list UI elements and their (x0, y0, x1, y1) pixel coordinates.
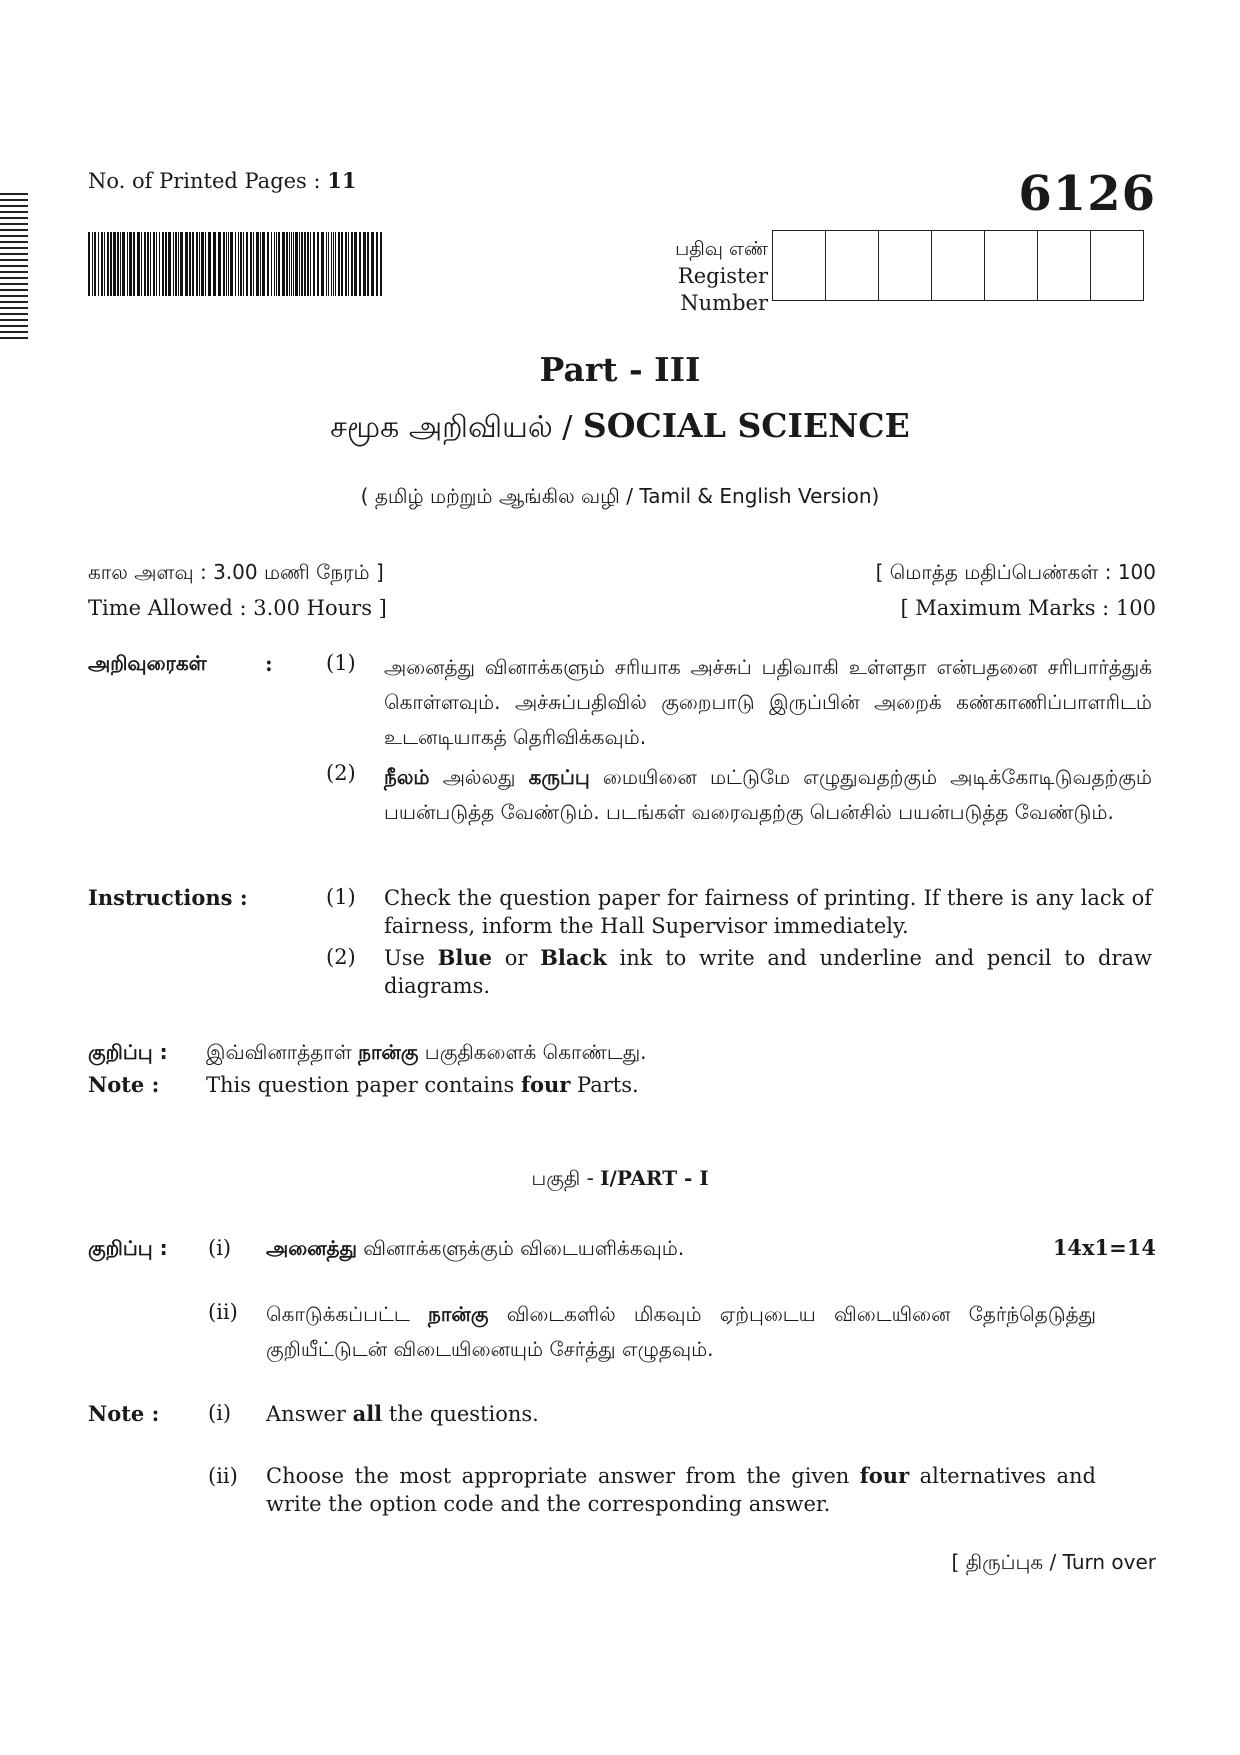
barcode-bar (156, 232, 157, 296)
instructions-tamil-colon: : (265, 651, 273, 676)
section-note-tamil-2 (266, 1297, 1096, 1367)
note-emphasis: நான்கு (358, 1040, 419, 1064)
section-note-number: (i) (208, 1236, 232, 1260)
instruction-text: மையினை மட்டுமே எழுதுவதற்கும் அடிக்கோடிடுவதற்கும் பயன்படுத்த வேண்டும். படங்கள் வரைவதற்கு பென்சில் பயன்படுத்த வேண்டும். (384, 765, 1152, 824)
subject-title-tamil: சமூக அறிவியல் / (330, 410, 573, 445)
barcode-bar (246, 232, 248, 296)
barcode-bar (228, 232, 229, 296)
instruction-tamil-number: (1) (326, 651, 356, 675)
note-emphasis: அனைத்து (266, 1236, 357, 1260)
barcode-bar (317, 232, 319, 296)
section-note-number: (i) (208, 1401, 232, 1425)
barcode-bar (129, 232, 132, 296)
section-note-number: (ii) (208, 1464, 238, 1488)
barcode-bar (201, 232, 204, 296)
barcode-bar (205, 232, 206, 296)
barcode-bar (189, 232, 191, 296)
barcode-bar (218, 232, 221, 296)
barcode-bar (180, 232, 183, 296)
barcode-bar (98, 232, 99, 296)
time-allowed-english: Time Allowed : 3.00 Hours ] (88, 596, 387, 620)
register-digit-box[interactable] (932, 231, 985, 301)
barcode-bar (271, 232, 272, 296)
barcode-bar (348, 232, 349, 296)
barcode-bar (141, 232, 142, 296)
barcode-bar (295, 232, 298, 296)
register-label-number: Number (680, 291, 768, 315)
printed-pages-label: No. of Printed Pages : (88, 169, 321, 193)
barcode-bar (278, 232, 280, 296)
maximum-marks-tamil: [ மொத்த மதிப்பெண்கள் : 100 (875, 560, 1156, 584)
barcode-bar (104, 232, 105, 296)
note-english (206, 1072, 639, 1097)
barcode-bar (226, 232, 227, 296)
note-tamil (206, 1040, 647, 1067)
barcode-bar (162, 232, 164, 296)
instruction-tamil-number: (2) (326, 761, 356, 785)
barcode-bar (192, 232, 194, 296)
register-digit-box[interactable] (773, 231, 826, 301)
section-note-english-2 (266, 1462, 1096, 1518)
section-note-tamil-label: குறிப்பு : (88, 1236, 168, 1260)
printed-pages (88, 168, 357, 193)
register-label-en: Register (677, 264, 768, 288)
register-number-label (600, 236, 768, 317)
barcode-bar (159, 232, 160, 296)
barcode-bar (354, 232, 357, 296)
barcode-bar (260, 232, 261, 296)
barcode-bar (367, 232, 369, 296)
subject-title (0, 406, 1240, 449)
barcode-bar (153, 232, 155, 296)
barcode-bar (335, 232, 336, 296)
barcode-bar (341, 232, 343, 296)
barcode-bar (250, 232, 252, 296)
note-text: வினாக்களுக்கும் விடையளிக்கவும். (356, 1236, 685, 1260)
barcode-bar (178, 232, 179, 296)
instruction-english-2 (384, 944, 1152, 1000)
barcode-bar (380, 232, 382, 296)
subject-title-english: SOCIAL SCIENCE (582, 406, 910, 445)
barcode-bar (110, 232, 112, 296)
barcode-bar (144, 232, 146, 296)
barcode-bar (333, 232, 334, 296)
instruction-emphasis: நீலம் (384, 765, 430, 789)
note-emphasis: all (352, 1401, 383, 1426)
barcode-bar (328, 232, 329, 296)
register-label-tamil: பதிவு எண் (675, 238, 768, 260)
section-note-english-label: Note : (88, 1401, 160, 1426)
barcode-bar (299, 232, 300, 296)
instruction-text: ink to write and underline and pencil to draw diagrams. (384, 946, 1152, 998)
paper-code: 6126 (1018, 166, 1156, 222)
barcode-bar (307, 232, 309, 296)
barcode-bar (101, 232, 103, 296)
barcode-bar (301, 232, 303, 296)
register-digit-box[interactable] (1091, 231, 1144, 301)
register-digit-box[interactable] (879, 231, 932, 301)
barcode-bar (117, 232, 119, 296)
note-text: This question paper contains (206, 1073, 521, 1097)
barcode-bar (253, 232, 254, 296)
instruction-english-1: Check the question paper for fairness of printing. If there is any lack of fairness, inform the Hall Supervisor immediately. (384, 886, 1152, 938)
barcode-bar (230, 232, 233, 296)
note-text: விடைகளில் மிகவும் ஏற்புடைய விடையினை தேர்ந்தெடுத்து குறியீட்டுடன் விடையினையும் சேர்த்து எழுதவும். (266, 1302, 1096, 1361)
section-note-english-1 (266, 1401, 539, 1426)
barcode-bar (240, 232, 242, 296)
instructions-english-label: Instructions : (88, 885, 248, 910)
barcode-bar (359, 232, 361, 296)
barcode-bar (150, 232, 151, 296)
barcode-bar (185, 232, 188, 296)
barcode-bar (235, 232, 236, 296)
barcode-bar (175, 232, 177, 296)
barcode-bar (326, 232, 327, 296)
barcode-bar (243, 232, 244, 296)
note-text: Choose the most appropriate answer from the given (266, 1464, 860, 1488)
barcode-bar (293, 232, 294, 296)
note-text: இவ்வினாத்தாள் (206, 1040, 359, 1064)
barcode-bar (267, 232, 269, 296)
note-text: alternatives and write the option code and the corresponding answer. (266, 1464, 1096, 1516)
barcode-bar (321, 232, 324, 296)
barcode-bar (88, 232, 90, 296)
barcode-bar (113, 232, 116, 296)
printed-pages-value: 11 (327, 168, 357, 193)
barcode-bar (331, 232, 332, 296)
note-emphasis: four (859, 1463, 910, 1488)
medium-version: ( தமிழ் மற்றும் ஆங்கில வழி / Tamil & English Version) (360, 484, 880, 508)
barcode-bar (345, 232, 347, 296)
barcode-bar (94, 232, 96, 296)
barcode-bar (376, 232, 378, 296)
barcode-bar (338, 232, 340, 296)
barcode-bar (122, 232, 125, 296)
barcode-bar (133, 232, 135, 296)
barcode-bar (276, 232, 277, 296)
barcode-bar (286, 232, 288, 296)
note-tamil-label: குறிப்பு : (88, 1040, 168, 1064)
register-digit-box[interactable] (1038, 231, 1091, 301)
note-english-label: Note : (88, 1072, 160, 1097)
note-text: Parts. (570, 1073, 639, 1097)
turn-over-text: [ திருப்புக / Turn over (951, 1550, 1156, 1574)
barcode (88, 232, 384, 296)
note-text: பகுதிகளைக் கொண்டது. (418, 1040, 647, 1064)
instruction-english-number: (2) (326, 945, 356, 969)
section-title (0, 1166, 1240, 1193)
note-text: the questions. (382, 1402, 539, 1426)
barcode-bar (199, 232, 200, 296)
barcode-bar (304, 232, 306, 296)
barcode-bar (213, 232, 216, 296)
note-emphasis: four (521, 1072, 571, 1097)
barcode-bar (310, 232, 311, 296)
instruction-text: or (492, 946, 541, 970)
barcode-bar (313, 232, 315, 296)
barcode-bar (274, 232, 275, 296)
instruction-tamil-2 (384, 760, 1152, 830)
instruction-tamil-1: அனைத்து வினாக்களும் சரியாக அச்சுப் பதிவாகி உள்ளதா என்பதனை சரிபார்த்துக் கொள்ளவும். அச்சுப்பதிவில் குறைபாடு இருப்பின் அறைக் கண்காணிப்பாளரிடம் உடனடியாகத் தெரிவிக்கவும். (384, 655, 1152, 749)
register-digit-box[interactable] (826, 231, 879, 301)
section-title-english: I/PART - I (600, 1166, 709, 1190)
barcode-bar (363, 232, 366, 296)
section-marks: 14x1=14 (1052, 1235, 1156, 1260)
part-title: Part - III (539, 350, 701, 389)
section-note-tamil-1 (266, 1236, 684, 1263)
instruction-text: அல்லது (429, 765, 529, 789)
time-allowed-tamil: கால அளவு : 3.00 மணி நேரம் ] (88, 560, 384, 584)
instruction-text: Use (384, 946, 438, 970)
register-number-boxes[interactable] (772, 230, 1144, 301)
barcode-bar (137, 232, 140, 296)
barcode-bar (196, 232, 198, 296)
note-text: Answer (266, 1402, 353, 1426)
section-note-number: (ii) (208, 1300, 238, 1324)
barcode-bar (256, 232, 259, 296)
barcode-bar (208, 232, 211, 296)
turn-over (952, 1550, 1156, 1577)
instruction-emphasis: கருப்பு (528, 765, 590, 789)
barcode-bar (147, 232, 149, 296)
register-digit-box[interactable] (985, 231, 1038, 301)
barcode-bar (120, 232, 121, 296)
side-registration-marks (0, 193, 28, 343)
maximum-marks-english: [ Maximum Marks : 100 (900, 596, 1156, 620)
instruction-emphasis: Blue (437, 945, 492, 970)
barcode-bar (371, 232, 374, 296)
instructions-tamil-label: அறிவுரைகள் (88, 651, 207, 675)
barcode-bar (262, 232, 265, 296)
section-title-tamil: பகுதி - (531, 1166, 601, 1190)
barcode-bar (92, 232, 93, 296)
barcode-bar (107, 232, 109, 296)
barcode-bar (165, 232, 167, 296)
barcode-bar (351, 232, 353, 296)
barcode-bar (223, 232, 225, 296)
instruction-english-number: (1) (326, 885, 356, 909)
note-emphasis: நான்கு (428, 1302, 489, 1326)
note-text: கொடுக்கப்பட்ட (266, 1302, 429, 1326)
barcode-bar (282, 232, 285, 296)
barcode-bar (168, 232, 171, 296)
barcode-bar (291, 232, 292, 296)
barcode-bar (173, 232, 174, 296)
barcode-bar (289, 232, 290, 296)
barcode-bar (127, 232, 128, 296)
instruction-emphasis: Black (540, 945, 607, 970)
barcode-bar (238, 232, 239, 296)
